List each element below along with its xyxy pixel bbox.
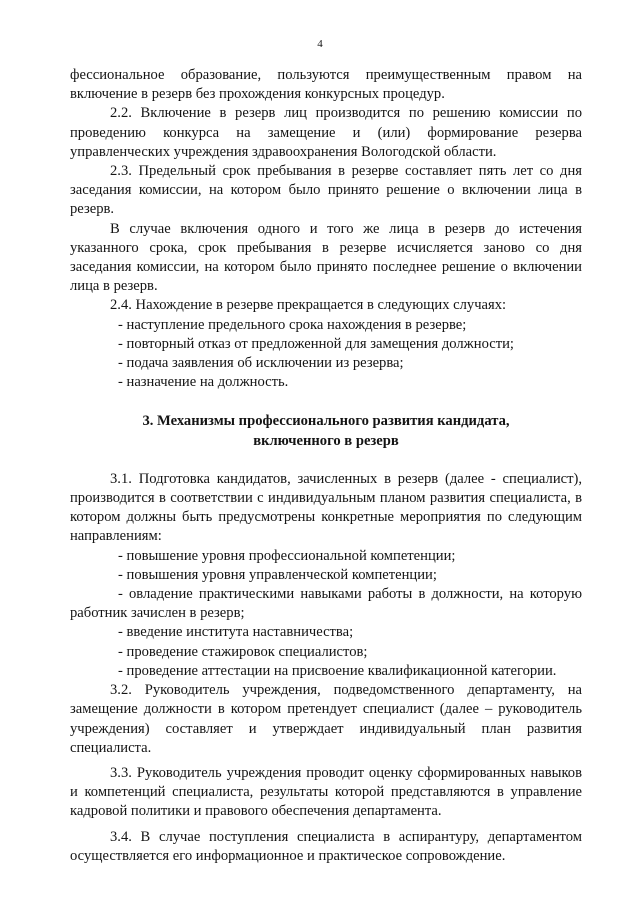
list-item: - повышения уровня управленческой компетенции; [118, 566, 437, 583]
section-3-heading [70, 412, 582, 450]
document-body [70, 66, 582, 866]
section-3-heading-line2: включенного в резерв [253, 432, 399, 449]
list-item: - наступление предельного срока нахождения в резерве; [118, 316, 467, 333]
paragraph-3-3: 3.3. Руководитель учреждения проводит оценку сформированных навыков и компетенций специалиста, результаты которой представляются в управление кадровой политики и правового обеспечения департамента. [70, 764, 582, 820]
paragraph-continuation: фессиональное образование, пользуются преимущественным правом на включение в резерв без прохождения конкурсных процедур. [70, 67, 582, 103]
list-item: - назначение на должность. [118, 374, 289, 391]
paragraph-2-2: 2.2. Включение в резерв лиц производится по решению комиссии по проведению конкурса на замещение и (или) формирование резерва управленческих учреждения здравоохранения Вологодской области. [70, 105, 582, 160]
list-item: - повышение уровня профессиональной компетенции; [118, 547, 456, 564]
list-item: - введение института наставничества; [118, 624, 354, 641]
paragraph-2-4: 2.4. Нахождение в резерве прекращается в следующих случаях: [110, 297, 507, 314]
list-item: - овладение практическими навыками работы в должности, на которую работник зачислен в резерв; [70, 586, 582, 622]
list-item: - повторный отказ от предложенной для замещения должности; [118, 335, 514, 352]
section-3-heading-line1: 3. Механизмы профессионального развития кандидата, [142, 413, 510, 430]
paragraph-2-3: 2.3. Предельный срок пребывания в резерве составляет пять лет со дня заседания комиссии, на котором было принято решение о включении лица в резерв. [70, 163, 582, 218]
list-item: - подача заявления об исключении из резерва; [118, 355, 404, 372]
paragraph-3-2: 3.2. Руководитель учреждения, подведомственного департаменту, на замещение должности в котором претендует специалист (далее – руководитель учреждения) составляет и утверждает индивидуальный план развития специалиста. [70, 682, 582, 756]
page-number: 4 [317, 38, 323, 50]
list-item: - проведение аттестации на присвоение квалификационной категории. [118, 662, 557, 679]
list-item: - проведение стажировок специалистов; [118, 643, 368, 660]
paragraph-3-4: 3.4. В случае поступления специалиста в аспирантуру, департаментом осуществляется его информационное и практическое сопровождение. [70, 828, 582, 864]
paragraph-3-1: 3.1. Подготовка кандидатов, зачисленных в резерв (далее - специалист), производится в соответствии с индивидуальным планом развития специалиста, в котором должны быть предусмотрены конкретные мероприятия по следующим направлениям: [70, 470, 582, 545]
paragraph-2-3-note: В случае включения одного и того же лица в резерв до истечения указанного срока, срок пребывания в резерве исчисляется заново со дня заседания комиссии, на котором было принято последнее решение о включении лица в резерв. [70, 220, 582, 295]
